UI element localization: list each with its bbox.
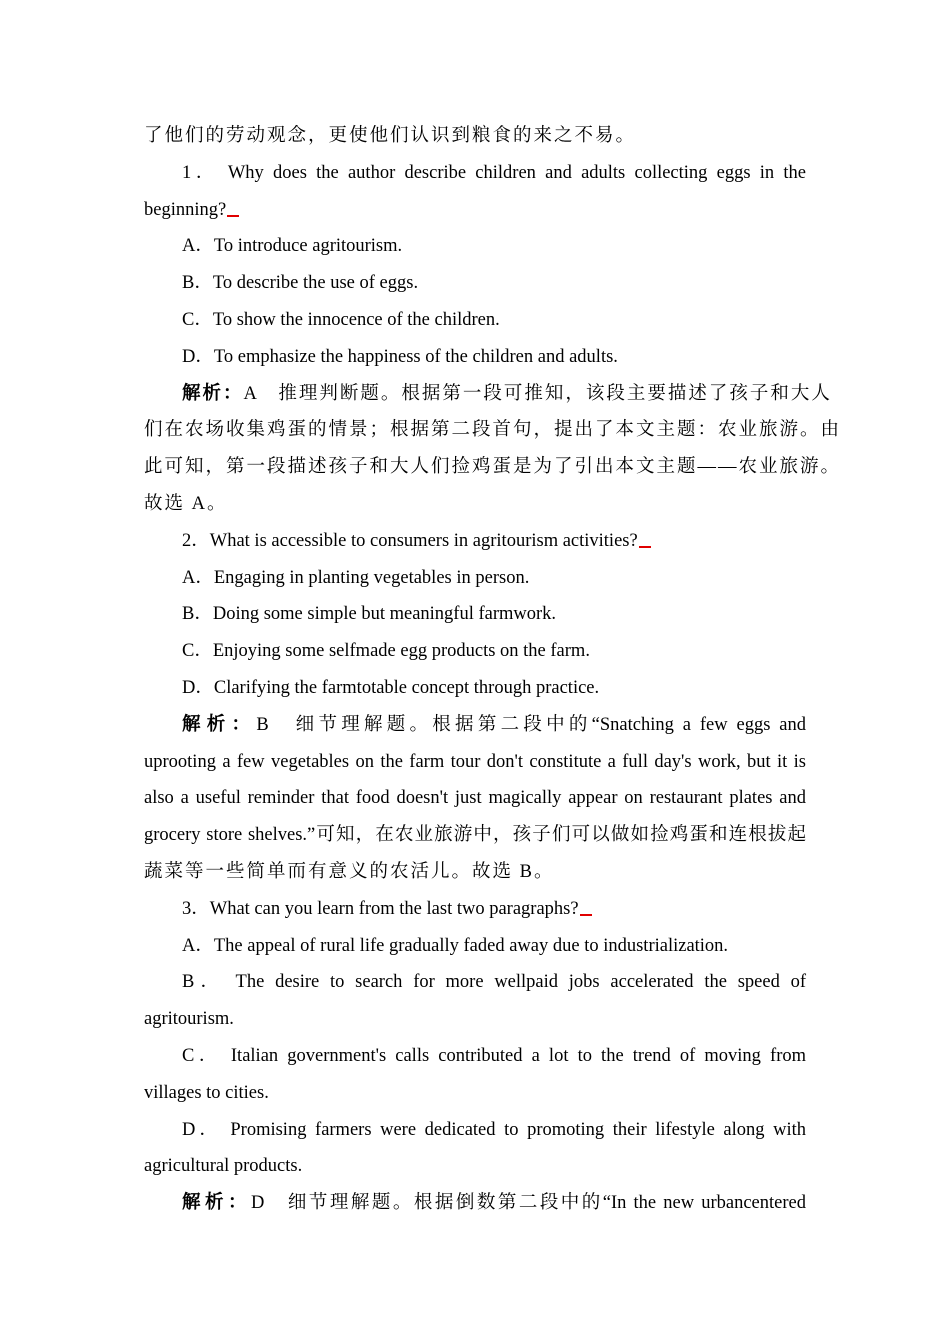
analysis-1-line-4: 故选 A。 — [144, 493, 228, 514]
q3-option-c-line-2: villages to cities. — [144, 1082, 269, 1103]
q2-option-b: B．Doing some simple but meaningful farmwork. — [182, 604, 557, 625]
answer-blank[interactable] — [639, 546, 651, 548]
analysis-2-line-3: also a useful reminder that food doesn't just magically appear on restaurant plates and — [144, 788, 806, 809]
q1-option-c: C．To show the innocence of the children. — [182, 309, 500, 330]
question-2-line — [144, 523, 806, 560]
analysis-2-line-4: grocery store shelves.”可知，在农业旅游中，孩子们可以做如捡鸡蛋和连根拔起 — [144, 825, 806, 846]
q3-option-a: A．The appeal of rural life gradually faded away due to industrialization. — [182, 935, 729, 956]
q3-option-d-line-1: D． Promising farmers were dedicated to promoting their lifestyle along with — [182, 1119, 806, 1140]
analysis-1-line-1 — [144, 376, 832, 413]
question-1-line-1: 1． Why does the author describe children and adults collecting eggs in the — [182, 162, 806, 183]
q2-option-c: C．Enjoying some selfmade egg products on the farm. — [182, 641, 590, 662]
analysis-label: 解析： — [182, 383, 244, 404]
q3-option-c-line-1: C． Italian government's calls contributed a lot to the trend of moving from — [182, 1045, 806, 1066]
analysis-2-line-1 — [144, 707, 806, 744]
answer-blank[interactable] — [227, 215, 239, 217]
question-1-line-2 — [144, 192, 806, 229]
question-3-line — [144, 891, 806, 928]
question-2-text: 2．What is accessible to consumers in agritourism activities? — [182, 530, 638, 551]
q1-option-a: A．To introduce agritourism. — [182, 236, 403, 257]
analysis-label: 解析： — [182, 714, 257, 735]
answer-blank[interactable] — [580, 914, 592, 916]
q3-option-b-line-1: B． The desire to search for more wellpaid jobs accelerated the speed of — [182, 972, 806, 993]
analysis-label: 解析： — [182, 1193, 251, 1214]
analysis-1-line-2: 们在农场收集鸡蛋的情景；根据第二段首句，提出了本文主题：农业旅游。由 — [144, 420, 842, 441]
analysis-3-text: D 细节理解题。根据倒数第二段中的“In the new urbancentered — [251, 1193, 806, 1214]
q3-option-b-line-2: agritourism. — [144, 1009, 234, 1030]
question-3-text: 3．What can you learn from the last two paragraphs? — [182, 898, 579, 919]
q2-option-a: A．Engaging in planting vegetables in person. — [182, 567, 530, 588]
intro-line: 了他们的劳动观念，更使他们认识到粮食的来之不易。 — [144, 126, 637, 146]
analysis-3-line-1 — [144, 1185, 806, 1222]
q1-option-d: D．To emphasize the happiness of the children and adults. — [182, 346, 618, 367]
analysis-2-text: B 细节理解题。根据第二段中的“Snatching a few eggs and — [256, 714, 806, 735]
q2-option-d: D．Clarifying the farmtotable concept through practice. — [182, 677, 600, 698]
q1-option-b: B．To describe the use of eggs. — [182, 273, 419, 294]
q3-option-d-line-2: agricultural products. — [144, 1156, 303, 1177]
analysis-1-line-3: 此可知，第一段描述孩子和大人们捡鸡蛋是为了引出本文主题——农业旅游。 — [144, 457, 842, 478]
document-page — [144, 118, 842, 1222]
analysis-1-text: A 推理判断题。根据第一段可推知，该段主要描述了孩子和大人 — [243, 383, 832, 404]
analysis-2-line-5: 蔬菜等一些简单而有意义的农活儿。故选 B。 — [144, 861, 555, 882]
analysis-2-line-2: uprooting a few vegetables on the farm tour don't constitute a full day's work, but it is — [144, 751, 806, 772]
question-1-text: beginning? — [144, 199, 227, 220]
